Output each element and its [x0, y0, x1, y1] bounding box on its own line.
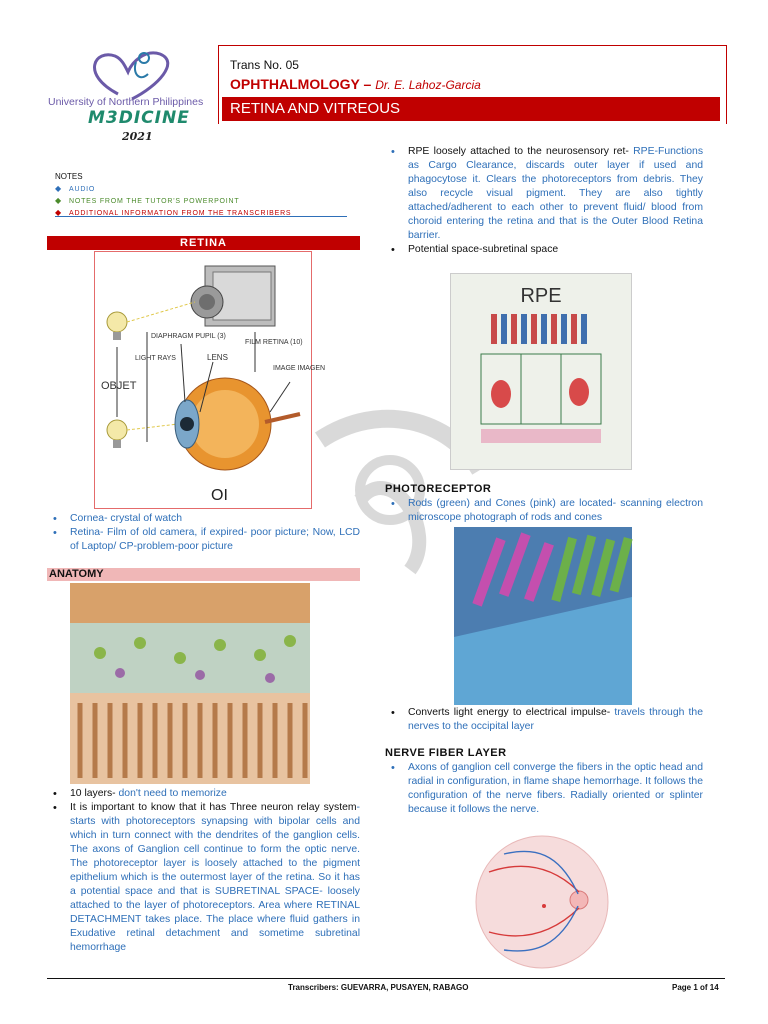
list-item [47, 787, 360, 801]
list-item [47, 801, 360, 955]
subject-name: OPHTHALMOLOGY – [230, 76, 376, 92]
label-light-rays: LIGHT RAYS [135, 355, 176, 362]
legend-title: NOTES [55, 172, 83, 181]
footer-page-number: Page 1 of 14 [672, 983, 719, 992]
rpe-notes [385, 145, 703, 257]
list-item: • Rods (green) and Cones (pink) are located- scanning electron microscope photograph of rods and cones [385, 497, 703, 525]
legend-label: ADDITIONAL INFORMATION FROM THE TRANSCRIBERS [69, 210, 292, 217]
section-bar-anatomy: ANATOMY [47, 568, 360, 581]
nerve-fiber-notes [385, 761, 703, 817]
label-film: FILM RETINA (10) [245, 339, 303, 346]
label-oi: OI [211, 487, 228, 504]
list-item [385, 706, 703, 734]
list-item [385, 145, 703, 243]
label-objet: OBJET [101, 380, 137, 392]
label-diaphragm: DIAPHRAGM PUPIL (3) [151, 333, 226, 340]
diamond-icon: ◆ [55, 208, 62, 217]
legend-label: NOTES FROM THE TUTOR'S POWERPOINT [69, 198, 240, 205]
footer-divider [47, 978, 725, 979]
legend-item-tutor-notes [55, 196, 239, 205]
rpe-diagram-title: RPE [520, 285, 562, 307]
rods-cones-image [454, 527, 632, 705]
photoreceptor-notes [385, 497, 703, 525]
list-item: • Retina- Film of old camera, if expired- poor picture; Now, LCD of Laptop/ CP-problem-poor picture [47, 526, 360, 554]
footer-transcribers: Transcribers: GUEVARRA, PUSAYEN, RABAGO [288, 983, 469, 992]
retinal-fundus-image [474, 832, 610, 972]
legend-item-audio [55, 184, 95, 193]
heading-photoreceptor: PHOTORECEPTOR [385, 483, 492, 495]
university-logo [40, 44, 215, 144]
retina-layers-image [70, 583, 310, 784]
rpe-text: RPE loosely attached to the neurosensory ret- [408, 146, 629, 157]
retina-notes [47, 512, 360, 554]
heading-nerve-fiber-layer: NERVE FIBER LAYER [385, 747, 507, 759]
anatomy-text: It is important to know that it has Three neuron relay system [70, 802, 357, 813]
fundus-photo [474, 832, 610, 972]
section-bar-retina: RETINA [47, 236, 360, 250]
audio-note: don't need to memorize [118, 788, 227, 799]
list-item: • Axons of ganglion cell converge the fibers in the optic head and radial in configuration, in flame shape hemorrhage. It follows the configuration of the nerve fibers. Radially oriented or splinter because it follows the nerve. [385, 761, 703, 817]
trans-number: Trans No. 05 [230, 58, 299, 72]
photoreceptor-notes-2 [385, 706, 703, 734]
subject-title [230, 76, 481, 92]
logo-university-name: University of Northern Philippines [48, 96, 204, 108]
camera-eye-figure [94, 251, 326, 509]
retina-layers-illustration [70, 583, 310, 784]
logo-year: 2021 [122, 130, 153, 143]
label-lens: LENS [207, 353, 228, 362]
logo-brand: M3DICINE [88, 108, 190, 128]
audio-note: travels through the nerves to the occipital layer [408, 707, 703, 732]
rods-cones-micrograph [454, 527, 632, 705]
audio-note: - starts with photoreceptors synapsing with bipolar cells and which in turn connect with the dendrites of the ganglion cells. The axons of Ganglion cell continue to form the optic nerve. The photoreceptor layer is loosely attached to the pigment epithelium which is the outermost layer of the retina. So it has a potential space and that is SUBRETINAL SPACE- loosely attached to the layer of photoreceptors. Area where RETINAL DETACHMENT takes place. The place where fluid gathers in Exudative retinal detachment and sometime subretinal hemorrhage [70, 802, 360, 953]
audio-note: RPE-Functions as Cargo Clearance, discards outer layer if used and phagocytose it. Clears the photoreceptors from debris. They also recycle visual pigment. They are also tightly attached/adherent to each other to prevent fluid/ blood from choroid entering the retina and that is the Outer Blood Retina barrier. [408, 146, 704, 241]
legend-divider [55, 216, 347, 217]
topic-banner: RETINA AND VITREOUS [222, 97, 720, 121]
anatomy-text: 10 layers- [70, 788, 119, 799]
label-image: IMAGE IMAGEN [273, 365, 326, 372]
lecturer-name: Dr. E. Lahoz-Garcia [375, 78, 481, 92]
camera-eye-illustration [95, 252, 326, 508]
heart-stethoscope-icon [40, 44, 215, 104]
list-item: • Potential space-subretinal space [385, 243, 703, 257]
rpe-diagram [450, 273, 632, 470]
list-item: • Cornea- crystal of watch [47, 512, 360, 526]
rpe-diagram-image [451, 274, 631, 469]
photo-text: Converts light energy to electrical impulse- [408, 707, 615, 718]
diamond-icon: ◆ [55, 196, 62, 205]
legend-label: AUDIO [69, 186, 96, 193]
diamond-icon: ◆ [55, 184, 62, 193]
anatomy-notes [47, 787, 360, 955]
